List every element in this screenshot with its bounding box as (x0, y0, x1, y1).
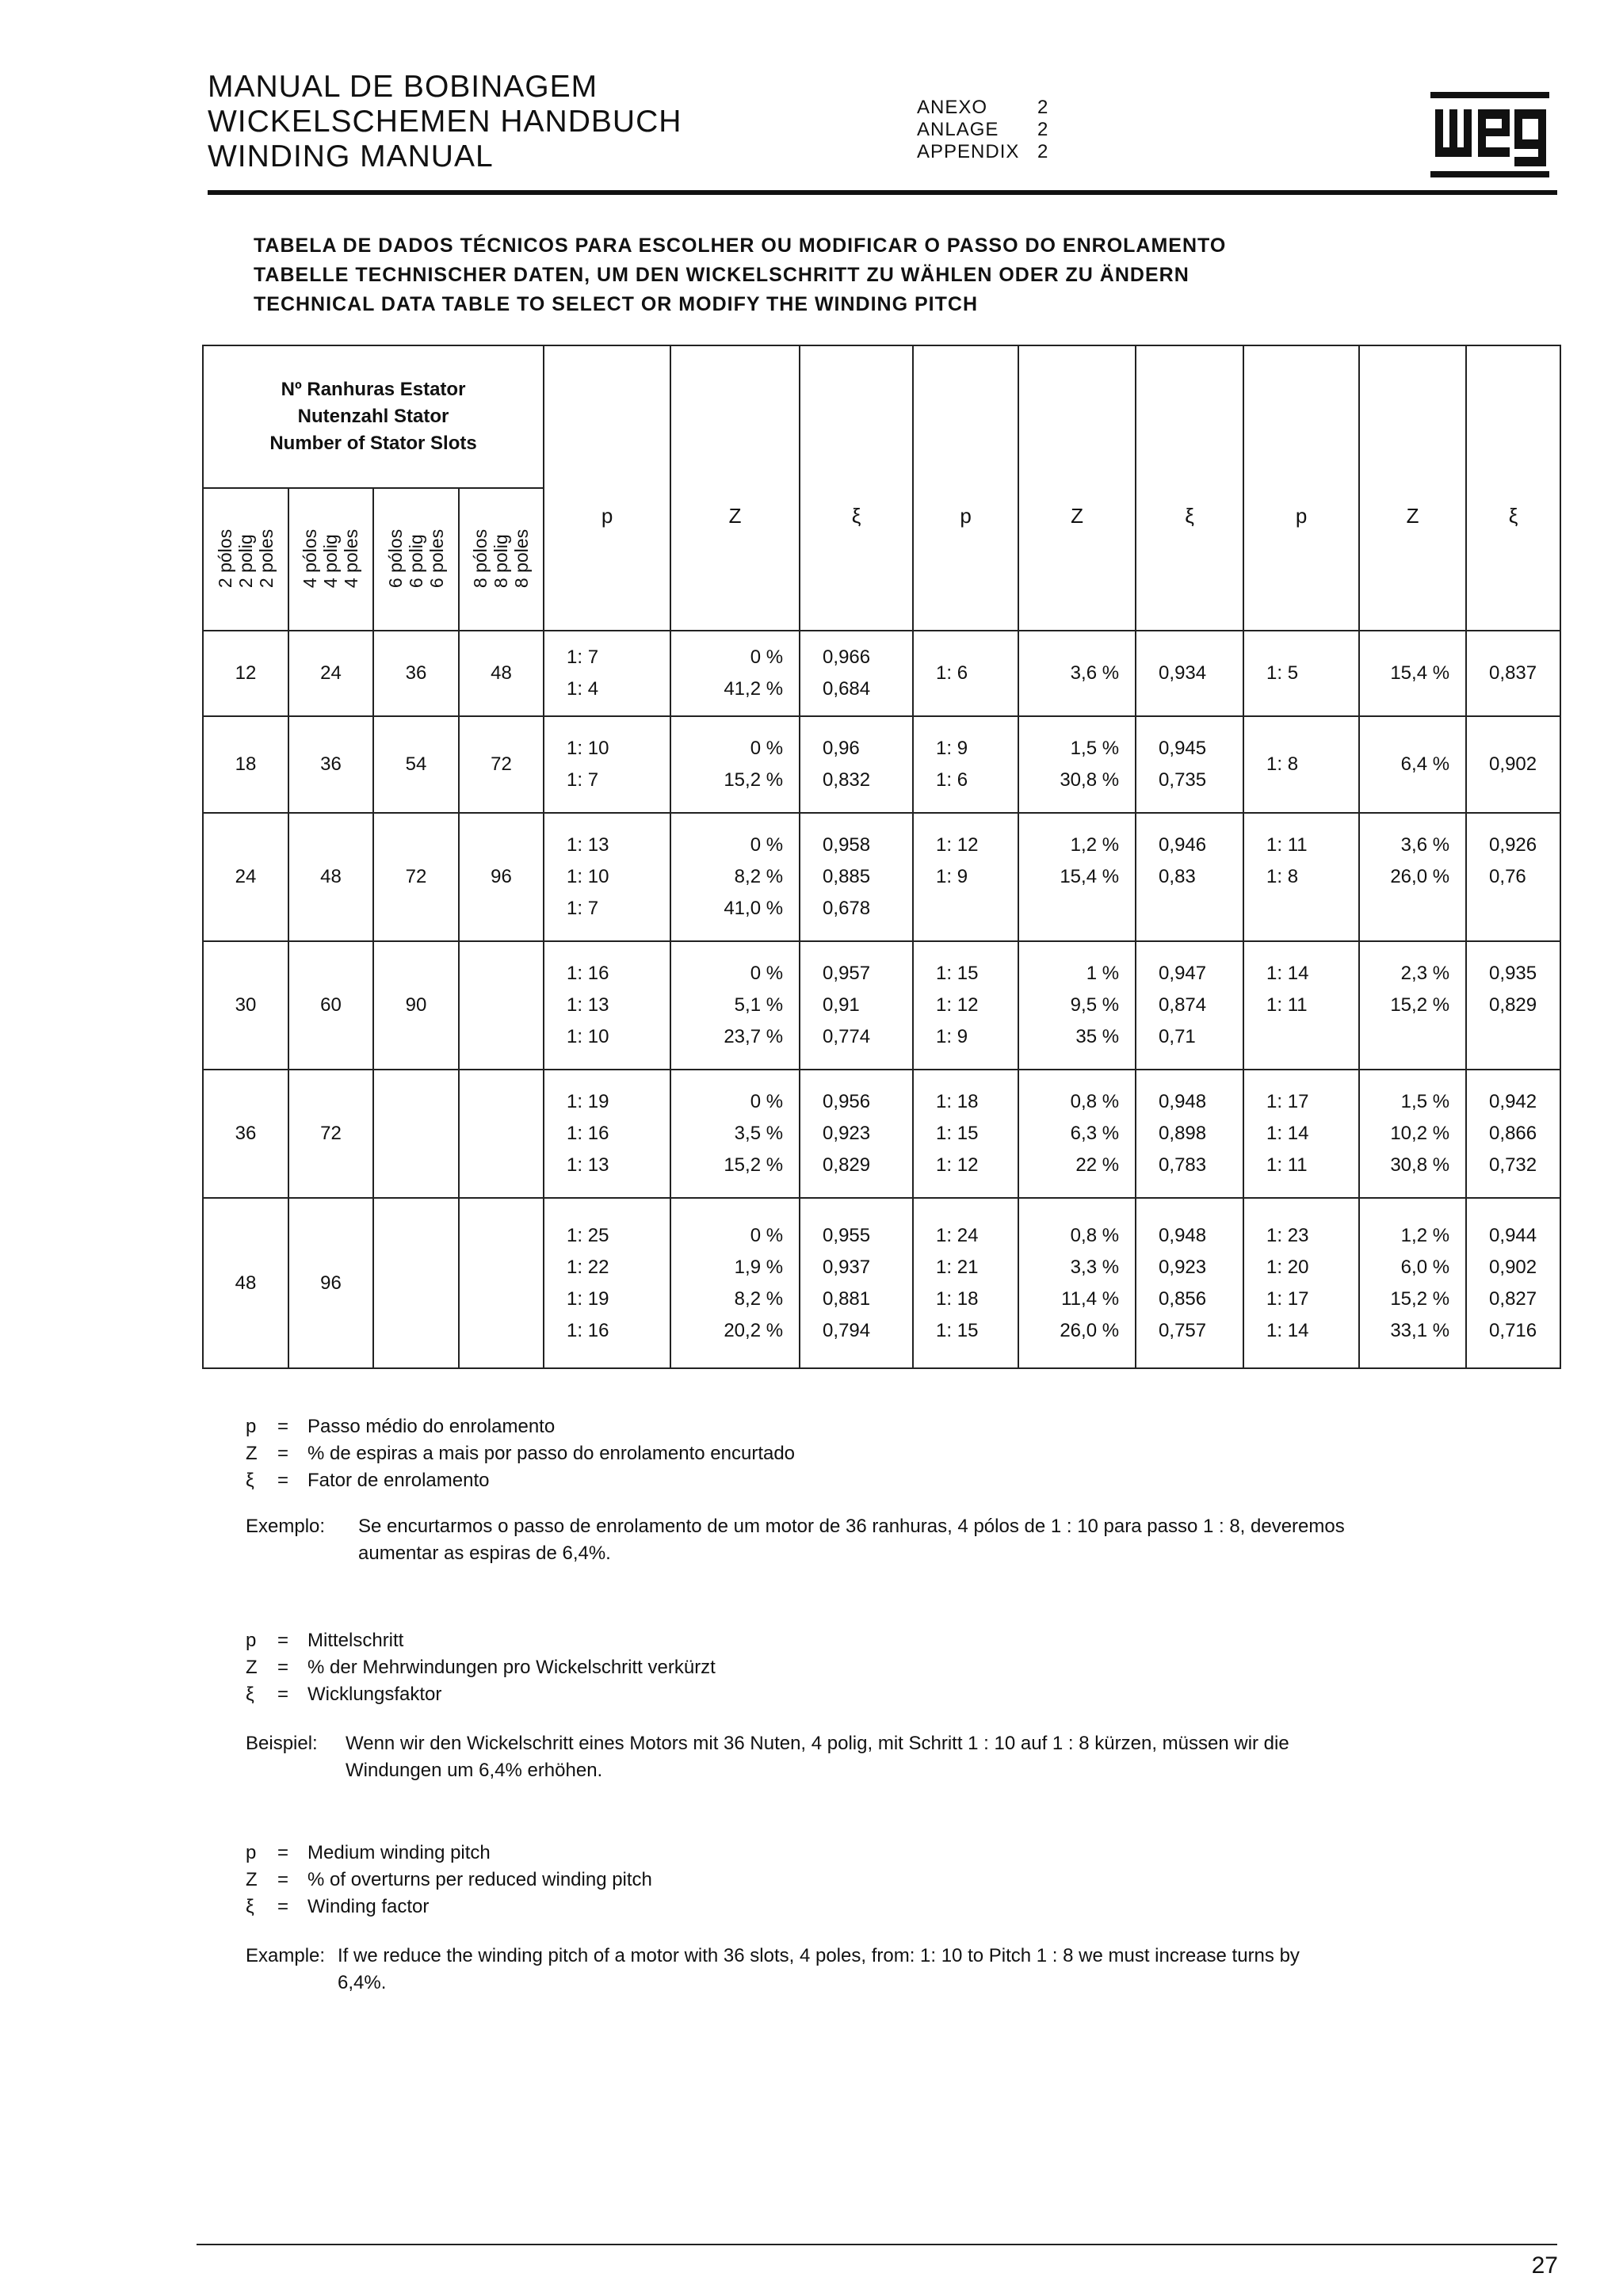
overturns-cell: 1,2 % 15,4 % (1018, 813, 1136, 941)
winding-factor-cell: 0,944 0,902 0,827 0,716 (1466, 1198, 1560, 1368)
pitch-cell: 1: 24 1: 21 1: 18 1: 15 (913, 1198, 1018, 1368)
slot-count-cell: 48 (459, 631, 544, 716)
slot-count-cell: 36 (288, 716, 373, 813)
winding-pitch-table (202, 345, 1561, 1369)
annex-row: ANLAGE 2 (917, 119, 1049, 140)
slot-count-cell: 12 (203, 631, 288, 716)
table-row (203, 941, 1560, 1070)
legend-row: Z = % of overturns per reduced winding pitch (246, 1869, 652, 1890)
pitch-cell: 1: 19 1: 16 1: 13 (544, 1070, 670, 1198)
legend-row: Z = % de espiras a mais por passo do enrolamento encurtado (246, 1443, 796, 1464)
pitch-cell: 1: 25 1: 22 1: 19 1: 16 (544, 1198, 670, 1368)
title-en: WINDING MANUAL (208, 139, 494, 174)
table-row (203, 631, 1560, 716)
example-block (246, 1730, 1482, 1786)
slot-count-cell: 24 (288, 631, 373, 716)
example-label: Exemplo: (246, 1516, 326, 1537)
pitch-cell: 1: 11 1: 8 (1243, 813, 1359, 941)
overturns-cell: 3,6 % 26,0 % (1359, 813, 1466, 941)
overturns-cell: 0 % 8,2 % 41,0 % (670, 813, 800, 941)
column-header-p: p (544, 345, 670, 631)
slot-count-cell (373, 1198, 459, 1368)
winding-factor-cell: 0,948 0,898 0,783 (1136, 1070, 1243, 1198)
column-header-z: Z (670, 345, 800, 631)
overturns-cell: 6,4 % (1359, 716, 1466, 813)
overturns-cell: 15,4 % (1359, 631, 1466, 716)
table-row (203, 1070, 1560, 1198)
legend-row: Z = % der Mehrwindungen pro Wickelschritt verkürzt (246, 1657, 716, 1678)
legend-row: p = Medium winding pitch (246, 1842, 491, 1863)
overturns-cell: 0 % 3,5 % 15,2 % (670, 1070, 800, 1198)
overturns-cell: 0 % 1,9 % 8,2 % 20,2 % (670, 1198, 800, 1368)
slot-count-cell: 48 (203, 1198, 288, 1368)
winding-factor-cell: 0,946 0,83 (1136, 813, 1243, 941)
pitch-cell: 1: 15 1: 12 1: 9 (913, 941, 1018, 1070)
table-row (203, 1198, 1560, 1368)
pole-header-6-poles: 6 pólos 6 polig 6 poles (373, 488, 459, 631)
slot-count-cell: 48 (288, 813, 373, 941)
winding-factor-cell: 0,902 (1466, 716, 1560, 813)
annex-labels (917, 97, 1048, 163)
title-pt: MANUAL DE BOBINAGEM (208, 70, 598, 104)
example-block (246, 1513, 1482, 1569)
pitch-cell: 1: 7 1: 4 (544, 631, 670, 716)
winding-factor-cell: 0,966 0,684 (800, 631, 913, 716)
annex-row: ANEXO 2 (917, 97, 1049, 118)
example-text: Se encurtarmos o passo de enrolamento de um motor de 36 ranhuras, 4 pólos de 1 : 10 para passo 1 : 8, deveremos aumentar as espiras de 6,4%. (358, 1516, 1345, 1564)
winding-factor-cell: 0,934 (1136, 631, 1243, 716)
slot-count-cell (373, 1070, 459, 1198)
slot-count-cell: 24 (203, 813, 288, 941)
section-title-pt: TABELA DE DADOS TÉCNICOS PARA ESCOLHER OU MODIFICAR O PASSO DO ENROLAMENTO (254, 235, 1227, 257)
annex-row: APPENDIX 2 (917, 141, 1049, 162)
column-header-xi: ξ (1136, 345, 1243, 631)
winding-factor-cell: 0,935 0,829 (1466, 941, 1560, 1070)
legend-row: ξ = Winding factor (246, 1896, 430, 1917)
footer-rule (197, 2244, 1557, 2245)
pole-header-4-poles: 4 pólos 4 polig 4 poles (288, 488, 373, 631)
slot-count-cell: 18 (203, 716, 288, 813)
column-header-p: p (913, 345, 1018, 631)
title-de: WICKELSCHEMEN HANDBUCH (208, 105, 682, 139)
legend-block (246, 1840, 652, 1920)
table-row (203, 716, 1560, 813)
winding-factor-cell: 0,948 0,923 0,856 0,757 (1136, 1198, 1243, 1368)
pitch-cell: 1: 10 1: 7 (544, 716, 670, 813)
winding-factor-cell: 0,96 0,832 (800, 716, 913, 813)
pitch-cell: 1: 23 1: 20 1: 17 1: 14 (1243, 1198, 1359, 1368)
column-header-xi: ξ (800, 345, 913, 631)
overturns-cell: 0 % 5,1 % 23,7 % (670, 941, 800, 1070)
section-title (254, 231, 1226, 319)
slot-count-cell: 96 (459, 813, 544, 941)
pitch-cell: 1: 14 1: 11 (1243, 941, 1359, 1070)
slot-count-cell: 72 (373, 813, 459, 941)
slot-count-cell: 72 (288, 1070, 373, 1198)
column-header-xi: ξ (1466, 345, 1560, 631)
header-rule (208, 190, 1557, 195)
slot-count-cell: 54 (373, 716, 459, 813)
winding-factor-cell: 0,958 0,885 0,678 (800, 813, 913, 941)
overturns-cell: 0 % 41,2 % (670, 631, 800, 716)
weg-logo (1430, 92, 1549, 177)
slot-count-cell: 36 (203, 1070, 288, 1198)
slot-count-cell: 30 (203, 941, 288, 1070)
example-block (246, 1943, 1482, 1998)
legend-row: p = Passo médio do enrolamento (246, 1416, 556, 1437)
winding-factor-cell: 0,956 0,923 0,829 (800, 1070, 913, 1198)
slot-count-cell (459, 1198, 544, 1368)
winding-factor-cell: 0,942 0,866 0,732 (1466, 1070, 1560, 1198)
slot-count-cell: 60 (288, 941, 373, 1070)
example-label: Example: (246, 1945, 326, 1966)
legend-block (246, 1413, 795, 1494)
overturns-cell: 0 % 15,2 % (670, 716, 800, 813)
table-row (203, 813, 1560, 941)
overturns-cell: 1,5 % 30,8 % (1018, 716, 1136, 813)
column-header-z: Z (1018, 345, 1136, 631)
pitch-cell: 1: 6 (913, 631, 1018, 716)
winding-factor-cell: 0,955 0,937 0,881 0,794 (800, 1198, 913, 1368)
overturns-cell: 3,6 % (1018, 631, 1136, 716)
example-label: Beispiel: (246, 1733, 318, 1754)
slot-count-cell: 36 (373, 631, 459, 716)
slot-count-cell: 96 (288, 1198, 373, 1368)
winding-factor-cell: 0,926 0,76 (1466, 813, 1560, 941)
slot-count-cell (459, 941, 544, 1070)
pitch-cell: 1: 12 1: 9 (913, 813, 1018, 941)
overturns-cell: 0,8 % 3,3 % 11,4 % 26,0 % (1018, 1198, 1136, 1368)
winding-factor-cell: 0,945 0,735 (1136, 716, 1243, 813)
slot-count-cell: 72 (459, 716, 544, 813)
section-title-en: TECHNICAL DATA TABLE TO SELECT OR MODIFY THE WINDING PITCH (254, 293, 979, 315)
pitch-cell: 1: 9 1: 6 (913, 716, 1018, 813)
overturns-cell: 1,5 % 10,2 % 30,8 % (1359, 1070, 1466, 1198)
slot-count-cell (459, 1070, 544, 1198)
example-text: Wenn wir den Wickelschritt eines Motors mit 36 Nuten, 4 polig, mit Schritt 1 : 10 auf 1 : 8 kürzen, müssen wir die Windungen um 6,4% erhöhen. (346, 1733, 1289, 1781)
pole-header-2-poles: 2 pólos 2 polig 2 poles (203, 488, 288, 631)
pitch-cell: 1: 13 1: 10 1: 7 (544, 813, 670, 941)
pitch-cell: 1: 17 1: 14 1: 11 (1243, 1070, 1359, 1198)
manual-titles (208, 70, 682, 174)
pole-header-8-poles: 8 pólos 8 polig 8 poles (459, 488, 544, 631)
legend-row: p = Mittelschritt (246, 1630, 404, 1651)
winding-factor-cell: 0,947 0,874 0,71 (1136, 941, 1243, 1070)
winding-factor-cell: 0,837 (1466, 631, 1560, 716)
slot-count-cell: 90 (373, 941, 459, 1070)
column-header-z: Z (1359, 345, 1466, 631)
pitch-cell: 1: 16 1: 13 1: 10 (544, 941, 670, 1070)
overturns-cell: 1,2 % 6,0 % 15,2 % 33,1 % (1359, 1198, 1466, 1368)
slots-header: Nº Ranhuras Estator Nutenzahl Stator Number of Stator Slots (203, 345, 544, 488)
legend-row: ξ = Wicklungsfaktor (246, 1684, 442, 1705)
legend-row: ξ = Fator de enrolamento (246, 1470, 490, 1491)
example-text: If we reduce the winding pitch of a motor with 36 slots, 4 poles, from: 1: 10 to Pitch 1 : 8 we must increase turns by 6,4%. (338, 1945, 1300, 1993)
pitch-cell: 1: 8 (1243, 716, 1359, 813)
overturns-cell: 1 % 9,5 % 35 % (1018, 941, 1136, 1070)
pitch-cell: 1: 18 1: 15 1: 12 (913, 1070, 1018, 1198)
legend-block (246, 1627, 716, 1708)
section-title-de: TABELLE TECHNISCHER DATEN, UM DEN WICKELSCHRITT ZU WÄHLEN ODER ZU ÄNDERN (254, 264, 1190, 286)
winding-factor-cell: 0,957 0,91 0,774 (800, 941, 913, 1070)
page-number: 27 (1531, 2252, 1558, 2279)
column-header-p: p (1243, 345, 1359, 631)
pitch-cell: 1: 5 (1243, 631, 1359, 716)
overturns-cell: 2,3 % 15,2 % (1359, 941, 1466, 1070)
overturns-cell: 0,8 % 6,3 % 22 % (1018, 1070, 1136, 1198)
